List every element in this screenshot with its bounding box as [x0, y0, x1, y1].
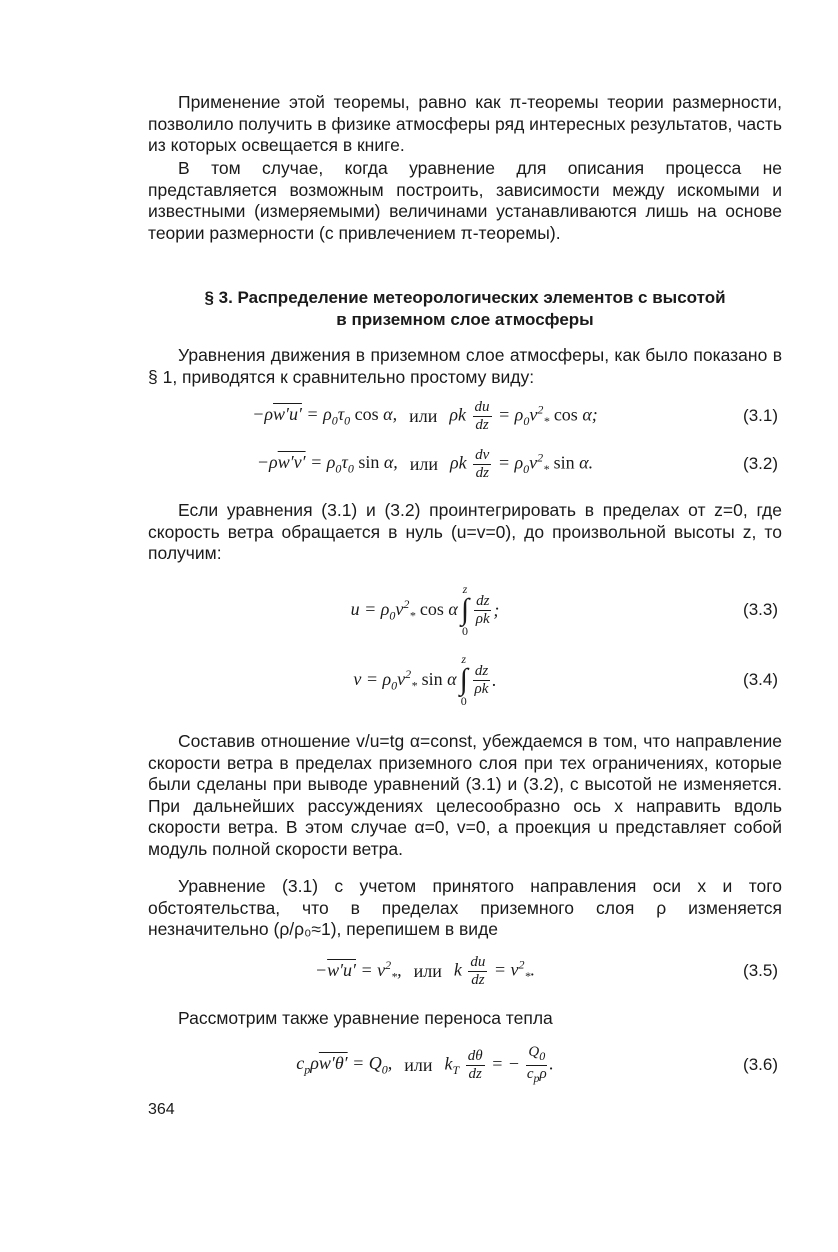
page-number: 364 — [148, 1101, 175, 1118]
equation-3-5-formula: $-w'u' = v^2_*$, или k $\frac{du}{dz}$ = $v^2_*$. — [314, 953, 536, 988]
equation-3-4 — [148, 650, 782, 710]
paragraph-rewrite-equation: Уравнение (3.1) с учетом принятого направления оси x и того обстоятельства, что в пределах приземного слоя ρ изменяется незначительно (ρ/ρ₀≈1), перепишем в виде — [148, 876, 782, 940]
paragraph-motion-equations: Уравнения движения в приземном слое атмосферы, как было показано в § 1, приводятся к сравнительно простому виду: — [148, 345, 782, 387]
equation-3-2-number: (3.2) — [743, 454, 778, 473]
equation-3-6 — [148, 1045, 782, 1085]
paragraph-heat-transfer: Рассмотрим также уравнение переноса тепла — [178, 1008, 553, 1028]
equation-3-6-formula: $c_p\rho w'\theta' = Q_0$, или $k_T$ $\frac{d\theta}{dz}$ = − $\frac{Q_0}{c_p\rho}$ . — [296, 1043, 554, 1085]
paragraph-wind-direction: Составив отношение v/u=tg α=const, убеждаемся в том, что направление скорости ветра в пределах приземного слоя при тех ограничениях, которые были сделаны при выводе уравнений (3.1) и (3.2), с высотой не изменяется. При дальнейших рассуждениях целесообразно ось x направить вдоль скорости ветра. В этом случае α=0, v=0, а проекция u представляет собой модуль полной скорости ветра. — [148, 731, 782, 859]
equation-3-1-number: (3.1) — [743, 406, 778, 425]
equation-3-4-formula: $v = \rho_0v^2_*$ sin α z ∫ 0 $\frac{dz}{\rho k}$ . — [353, 652, 497, 708]
paragraph-pi-theorem-results: Применение этой теоремы, равно как π-теоремы теории размерности, позволило получить в физике атмосферы ряд интересных результатов, часть из которых освещается в книге. — [148, 92, 782, 156]
section-heading-line-2: в приземном слое атмосферы — [336, 310, 594, 329]
paragraph-dimension-theory: В том случае, когда уравнение для описания процесса не представляется возможным построить, зависимости между искомыми и известными (измеряемыми) величинами устанавливаются лишь на основе теории размерности (с привлечением π-теоремы). — [148, 158, 782, 243]
equation-3-4-number: (3.4) — [743, 670, 778, 689]
equation-3-3 — [148, 580, 782, 640]
equation-3-3-formula: $u = \rho_0v^2_*$ cos α z ∫ 0 $\frac{dz}{\rho k}$ ; — [350, 582, 500, 638]
section-heading-line-1: § 3. Распределение метеорологических элементов с высотой — [204, 288, 726, 307]
equation-3-3-number: (3.3) — [743, 600, 778, 619]
equation-3-5-number: (3.5) — [743, 961, 778, 980]
equation-3-2-formula: $-\rho w'v' = \rho_0\tau_0$ sin α, или ρk $\frac{dv}{dz}$ = $\rho_0v^2_*$ sin α. — [256, 446, 594, 481]
equation-3-6-number: (3.6) — [743, 1055, 778, 1074]
section-heading — [148, 287, 782, 331]
equation-3-1-formula: $-\rho w'u' = \rho_0\tau_0$ cos α, или ρk $\frac{du}{dz}$ = $\rho_0v^2_*$ cos α; — [252, 398, 598, 433]
equation-3-2 — [148, 444, 782, 484]
equation-3-5 — [148, 951, 782, 991]
equation-3-1 — [148, 396, 782, 436]
paragraph-integration: Если уравнения (3.1) и (3.2) проинтегрировать в пределах от z=0, где скорость ветра обращается в нуль (u=v=0), до произвольной высоты z, то получим: — [148, 500, 782, 564]
